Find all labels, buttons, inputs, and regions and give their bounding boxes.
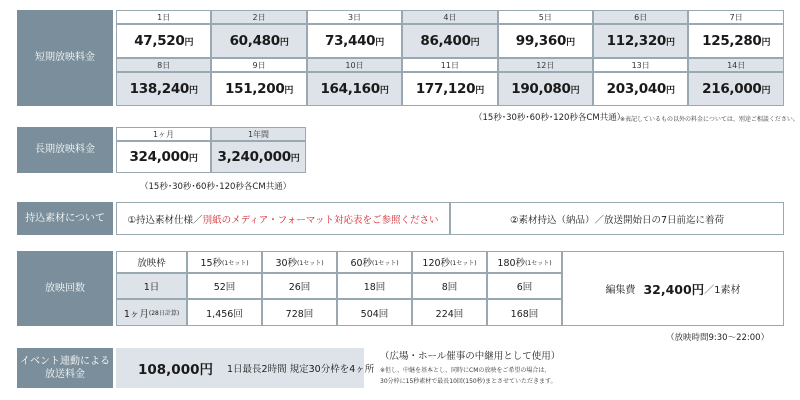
broadcast-count-cell: 168回 bbox=[487, 299, 562, 326]
short-day-header: 9日 bbox=[211, 58, 306, 72]
short-day-header: 13日 bbox=[593, 58, 688, 72]
long-period-header: 1年間 bbox=[211, 127, 306, 141]
broadcast-count-cell: 52回 bbox=[187, 273, 262, 299]
short-day-header: 14日 bbox=[688, 58, 784, 72]
short-price-value: 99,360 bbox=[515, 33, 567, 49]
long-price-value: 3,240,000 bbox=[217, 149, 291, 165]
long-period-header: 1ヶ月 bbox=[116, 127, 211, 141]
broadcast-count-grid bbox=[116, 251, 562, 326]
broadcast-count-cell: 504回 bbox=[337, 299, 412, 326]
broadcast-period-cell bbox=[116, 273, 187, 299]
short-day-header: 8日 bbox=[116, 58, 211, 72]
long-price-yen: 円 bbox=[188, 153, 198, 164]
short-price-value: 190,080 bbox=[511, 81, 571, 97]
short-price-value: 73,440 bbox=[324, 33, 376, 49]
editing-fee-label: 編集費 bbox=[605, 285, 636, 296]
duration-sub: (1セット) bbox=[525, 259, 552, 267]
period-main: 1日 bbox=[143, 282, 160, 293]
event-fine-print-line1: ※但し、中継を基本とし、同時にCMの放映をご希望の場合は、 bbox=[380, 367, 551, 374]
broadcast-count-cell: 18回 bbox=[337, 273, 412, 299]
duration-sub: (1セット) bbox=[297, 259, 324, 267]
short-price-value: 203,040 bbox=[606, 81, 667, 97]
short-price-value: 86,400 bbox=[420, 33, 471, 49]
short-price-yen: 円 bbox=[375, 37, 384, 48]
short-price-cell bbox=[116, 24, 211, 58]
short-price-yen: 円 bbox=[379, 85, 389, 96]
duration-sub: (1セット) bbox=[450, 259, 477, 267]
broadcast-count-cell: 26回 bbox=[262, 273, 337, 299]
broadcast-count-label: 放映回数 bbox=[17, 251, 113, 326]
short-term-footnote: ※表記しているもの以外の料金については、別途ご相談ください。 bbox=[620, 116, 799, 123]
material-spec-box bbox=[116, 202, 450, 235]
event-fee-description: 1日最長2時間 規定30分枠を4ヶ所 bbox=[227, 364, 375, 375]
short-price-yen: 円 bbox=[761, 85, 771, 96]
material-label: 持込素材について bbox=[17, 202, 113, 235]
short-price-cell bbox=[307, 24, 402, 58]
short-day-header: 12日 bbox=[498, 58, 593, 72]
event-fine-print-line2: 30分枠に15秒素材で最長10回(150秒)まとさせていただきます。 bbox=[380, 378, 557, 385]
editing-fee-price: 32,400円 bbox=[643, 281, 705, 297]
short-price-cell bbox=[688, 24, 784, 58]
short-price-cell bbox=[307, 72, 402, 106]
short-price-cell bbox=[593, 72, 688, 106]
short-price-yen: 円 bbox=[184, 37, 194, 48]
short-price-cell bbox=[211, 72, 306, 106]
short-price-yen: 円 bbox=[279, 37, 289, 48]
short-day-header: 11日 bbox=[402, 58, 497, 72]
period-main: 1ヶ月 bbox=[123, 308, 149, 320]
short-price-yen: 円 bbox=[284, 85, 294, 96]
long-price-cell bbox=[116, 141, 211, 173]
short-term-cm-note: （15秒･30秒･60秒･120秒各CM共通） bbox=[474, 113, 626, 123]
period-sub: (28日計算) bbox=[148, 310, 180, 317]
short-price-cell bbox=[402, 24, 497, 58]
event-fee-label-line1: イベント連動による bbox=[20, 355, 110, 367]
short-price-cell bbox=[402, 72, 497, 106]
short-price-value: 138,240 bbox=[129, 81, 190, 97]
broadcast-count-cell: 1,456回 bbox=[187, 299, 262, 326]
event-fee-label-line2: 放送料金 bbox=[45, 369, 85, 380]
short-price-yen: 円 bbox=[566, 37, 575, 48]
broadcast-duration-header bbox=[412, 251, 487, 273]
event-usage-note: （広場・ホール催事の中継用として使用） bbox=[380, 351, 561, 362]
editing-fee-unit: ／1素材 bbox=[704, 285, 741, 296]
duration-main: 15秒 bbox=[200, 258, 223, 269]
broadcast-duration-header bbox=[487, 251, 562, 273]
broadcast-duration-header bbox=[187, 251, 262, 273]
broadcast-count-cell: 728回 bbox=[262, 299, 337, 326]
long-price-cell bbox=[211, 141, 306, 173]
event-fee-label bbox=[17, 348, 113, 388]
short-price-yen: 円 bbox=[470, 37, 480, 48]
editing-fee-box bbox=[562, 251, 784, 326]
short-day-header: 7日 bbox=[688, 10, 784, 24]
short-term-price-grid bbox=[116, 10, 784, 106]
duration-main: 180秒 bbox=[497, 258, 526, 269]
long-term-price-grid bbox=[116, 127, 306, 173]
short-price-cell bbox=[498, 72, 593, 106]
short-price-yen: 円 bbox=[666, 85, 675, 96]
broadcast-count-cell: 8回 bbox=[412, 273, 487, 299]
short-day-header: 10日 bbox=[307, 58, 402, 72]
broadcast-count-cell: 6回 bbox=[487, 273, 562, 299]
short-price-value: 177,120 bbox=[415, 81, 476, 97]
long-price-yen: 円 bbox=[290, 153, 300, 164]
long-term-label: 長期放映料金 bbox=[17, 127, 113, 173]
short-price-value: 151,200 bbox=[225, 81, 285, 97]
short-price-value: 60,480 bbox=[229, 33, 280, 49]
short-day-header: 2日 bbox=[211, 10, 306, 24]
short-price-yen: 円 bbox=[666, 37, 675, 48]
event-fee-price: 108,000円 bbox=[138, 362, 213, 378]
broadcast-duration-header bbox=[262, 251, 337, 273]
duration-main: 30秒 bbox=[275, 258, 298, 269]
short-price-yen: 円 bbox=[475, 85, 484, 96]
short-price-cell bbox=[211, 24, 306, 58]
short-price-cell bbox=[593, 24, 688, 58]
short-price-yen: 円 bbox=[761, 37, 771, 48]
short-price-yen: 円 bbox=[189, 85, 198, 96]
duration-main: 120秒 bbox=[422, 258, 451, 269]
short-day-header: 3日 bbox=[307, 10, 402, 24]
duration-main: 60秒 bbox=[350, 258, 373, 269]
broadcast-period-cell bbox=[116, 299, 187, 326]
short-price-cell bbox=[116, 72, 211, 106]
short-term-label: 短期放映料金 bbox=[17, 10, 113, 106]
material-delivery-box: ②素材持込（納品）／放送開始日の7日前迄に着荷 bbox=[450, 202, 784, 235]
duration-sub: (1セット) bbox=[222, 259, 249, 267]
short-price-yen: 円 bbox=[570, 85, 580, 96]
short-price-cell bbox=[688, 72, 784, 106]
short-price-cell bbox=[498, 24, 593, 58]
broadcast-duration-header bbox=[337, 251, 412, 273]
short-day-header: 4日 bbox=[402, 10, 497, 24]
short-price-value: 112,320 bbox=[606, 33, 667, 49]
long-price-value: 324,000 bbox=[129, 149, 189, 165]
short-price-value: 216,000 bbox=[702, 81, 762, 97]
broadcast-hours-note: （放映時間9:30～22:00） bbox=[666, 333, 770, 343]
event-fee-row bbox=[116, 348, 375, 388]
long-term-cm-note: （15秒･30秒･60秒･120秒各CM共通） bbox=[140, 182, 292, 192]
short-price-value: 125,280 bbox=[702, 33, 762, 49]
broadcast-frame-header: 放映枠 bbox=[116, 251, 187, 273]
media-format-reference-link[interactable]: 別紙のメディア・フォーマット対応表をご参照ください bbox=[202, 214, 439, 226]
short-price-value: 47,520 bbox=[134, 33, 185, 49]
material-spec-prefix: ①持込素材仕様／ bbox=[127, 214, 203, 226]
duration-sub: (1セット) bbox=[372, 259, 399, 267]
short-price-value: 164,160 bbox=[320, 81, 380, 97]
short-day-header: 6日 bbox=[593, 10, 688, 24]
broadcast-count-cell: 224回 bbox=[412, 299, 487, 326]
short-day-header: 1日 bbox=[116, 10, 211, 24]
short-day-header: 5日 bbox=[498, 10, 593, 24]
